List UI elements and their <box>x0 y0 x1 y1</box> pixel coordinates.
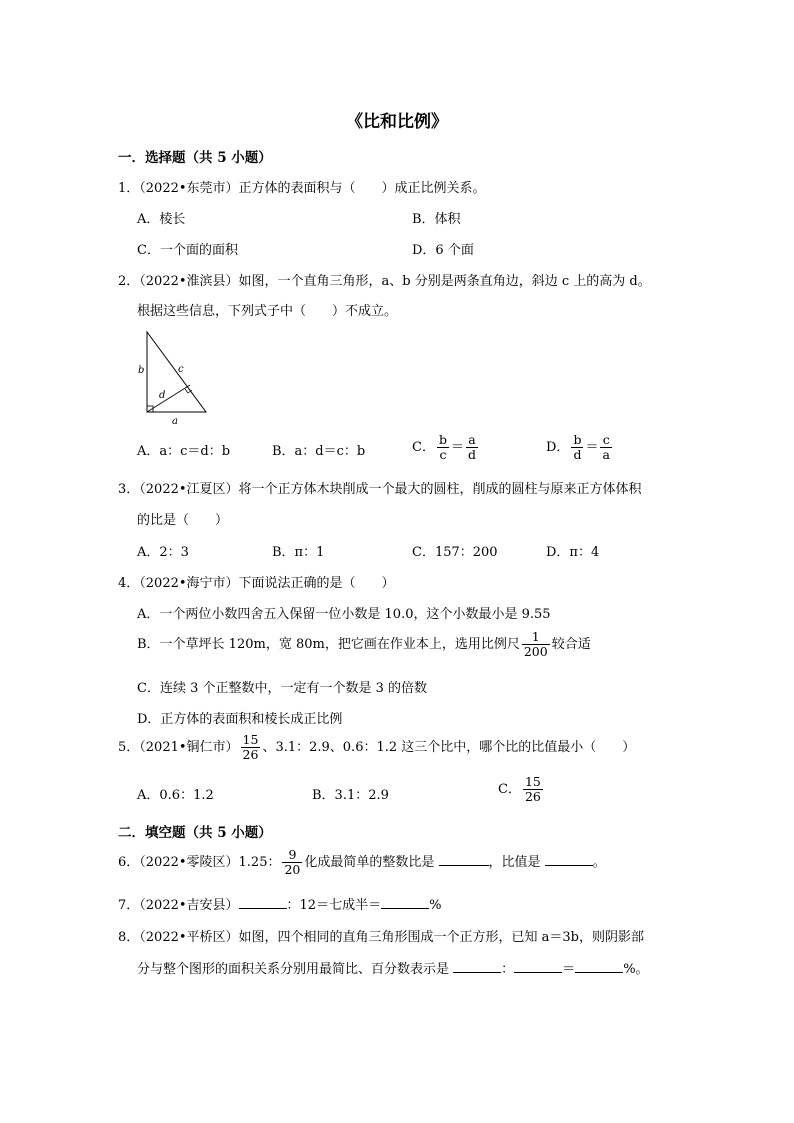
q2-option-a[interactable]: A．a：c＝d：b <box>137 444 231 459</box>
q5-option-c-label: C． <box>498 782 521 797</box>
equals-sign: ＝ <box>450 440 464 455</box>
q2-option-c[interactable] <box>412 433 480 462</box>
fraction <box>571 433 583 462</box>
denominator: a <box>602 447 610 462</box>
q5-option-a[interactable]: A．0.6：1.2 <box>137 788 214 803</box>
q7-end: % <box>429 898 442 913</box>
denominator: 26 <box>242 747 259 762</box>
numerator: a <box>466 433 478 448</box>
q8-end: %。 <box>623 962 649 977</box>
question-1-stem: 1．（2022•东莞市）正方体的表面积与（ ）成正比例关系。 <box>118 181 486 196</box>
answer-blank[interactable] <box>439 865 489 866</box>
q8-colon: ： <box>501 962 515 977</box>
answer-blank[interactable] <box>545 865 593 866</box>
fraction <box>523 775 543 804</box>
q3-option-c[interactable]: C．157：200 <box>412 545 498 560</box>
q4-option-d[interactable]: D．正方体的表面积和棱长成正比例 <box>137 712 343 727</box>
q6-text-2: ，比值是 <box>488 855 541 870</box>
q3-option-a[interactable]: A．2：3 <box>137 545 189 560</box>
q2-option-d[interactable] <box>546 433 614 462</box>
right-triangle-figure <box>135 328 215 428</box>
answer-blank[interactable] <box>514 972 562 973</box>
fraction <box>437 433 449 462</box>
answer-blank[interactable] <box>239 908 287 909</box>
numerator: b <box>573 432 582 447</box>
label-d: d <box>159 390 166 401</box>
question-8-line2 <box>137 958 649 977</box>
numerator: 9 <box>282 848 302 863</box>
denominator: c <box>439 447 447 462</box>
fraction <box>522 630 550 659</box>
question-2-line2: 根据这些信息，下列式子中（ ）不成立。 <box>137 304 398 319</box>
q4-option-a[interactable]: A．一个两位小数四舍五入保留一位小数是 10.0，这个小数最小是 9.55 <box>137 607 551 622</box>
fraction <box>600 433 611 462</box>
question-4-stem: 4．（2022•海宁市）下面说法正确的是（ ） <box>118 576 395 591</box>
question-7 <box>118 894 441 913</box>
equals-sign: ＝ <box>585 440 599 455</box>
denominator: 200 <box>523 644 548 659</box>
fraction <box>282 848 302 877</box>
q7-prefix: 7．（2022•吉安县） <box>118 898 239 913</box>
numerator: 1 <box>522 630 550 645</box>
q1-option-b[interactable]: B．体积 <box>412 212 461 227</box>
question-3-line2: 的比是（ ） <box>137 513 229 528</box>
fraction <box>241 733 261 762</box>
q4-option-b[interactable] <box>137 630 591 659</box>
denominator: d <box>467 447 476 462</box>
q5-suffix: 、3.1：2.9、0.6：1.2 这三个比中，哪个比的比值最小（ ） <box>262 740 636 755</box>
question-2-line1: 2．（2022•淮滨县）如图，一个直角三角形，a、b 分别是两条直角边，斜边 c 上的高为 d。 <box>118 274 651 289</box>
numerator: 15 <box>242 732 259 747</box>
denominator: d <box>573 447 582 462</box>
q2-option-b[interactable]: B．a：d＝c：b <box>272 444 366 459</box>
q2-option-d-label: D． <box>546 440 570 455</box>
q8-text: 分与整个图形的面积关系分别用最简比、百分数表示是 <box>137 962 450 977</box>
denominator: 26 <box>524 789 541 804</box>
q1-option-a[interactable]: A．棱长 <box>137 212 186 227</box>
section-heading-fill: 二．填空题（共 5 小题） <box>118 825 272 841</box>
label-b: b <box>138 365 145 376</box>
q3-option-d[interactable]: D．π：4 <box>546 545 600 560</box>
q1-option-c[interactable]: C．一个面的面积 <box>137 243 238 258</box>
q5-prefix: 5．（2021•铜仁市） <box>118 740 239 755</box>
answer-blank[interactable] <box>381 908 429 909</box>
denominator: 20 <box>284 862 301 877</box>
question-3-line1: 3．（2022•江夏区）将一个正方体木块削成一个最大的圆柱，削成的圆柱与原来正方体体积 <box>118 482 642 497</box>
q4-option-b-suffix: 较合适 <box>551 637 591 652</box>
fraction <box>466 433 478 462</box>
label-a: a <box>172 416 178 427</box>
q6-end: 。 <box>592 855 606 870</box>
q6-text: 化成最简单的整数比是 <box>304 855 435 870</box>
numerator: c <box>600 433 611 448</box>
q4-option-c[interactable]: C．连续 3 个正整数中，一定有一个数是 3 的倍数 <box>137 681 428 696</box>
q6-prefix: 6．（2022•零陵区）1.25： <box>118 855 281 870</box>
answer-blank[interactable] <box>453 972 501 973</box>
q5-option-c[interactable] <box>498 775 545 804</box>
q2-option-c-label: C． <box>412 440 435 455</box>
numerator: 15 <box>524 774 541 789</box>
q7-text: ：12＝七成半＝ <box>286 898 382 913</box>
question-8-line1: 8．（2022•平桥区）如图，四个相同的直角三角形围成一个正方形，已知 a＝3b，则阴影部 <box>118 930 644 945</box>
question-5-stem <box>118 733 635 762</box>
label-c: c <box>178 364 184 375</box>
q3-option-b[interactable]: B．π：1 <box>272 545 325 560</box>
q5-option-b[interactable]: B．3.1：2.9 <box>312 788 389 803</box>
numerator: b <box>438 432 447 447</box>
q4-option-b-text: B．一个草坪长 120m，宽 80m，把它画在作业本上，选用比例尺 <box>137 637 520 652</box>
question-6 <box>118 848 606 877</box>
q8-equals: ＝ <box>562 962 576 977</box>
section-heading-choice: 一．选择题（共 5 小题） <box>118 150 272 166</box>
q1-option-d[interactable]: D．6 个面 <box>412 243 474 258</box>
answer-blank[interactable] <box>575 972 623 973</box>
page-title: 《比和比例》 <box>346 112 448 132</box>
